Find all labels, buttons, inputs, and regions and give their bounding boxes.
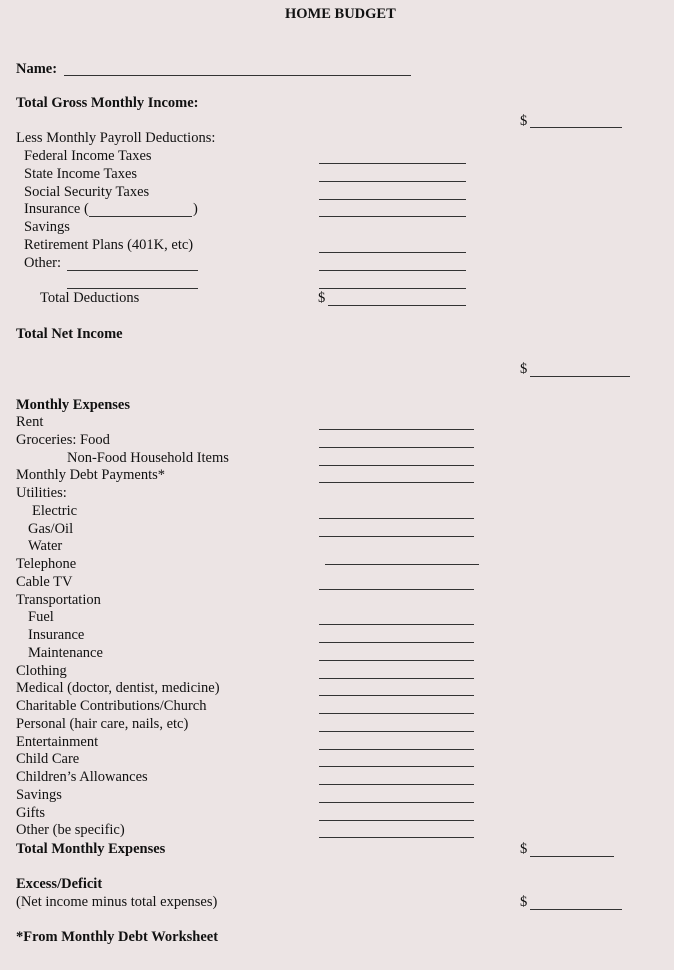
net-income-field[interactable]: [530, 376, 630, 377]
expense-amount-field[interactable]: [319, 678, 474, 679]
expense-amount-field[interactable]: [319, 536, 474, 537]
deduction-amount-field[interactable]: [319, 252, 466, 253]
deduction-label: Other:: [24, 254, 62, 271]
expense-amount-field[interactable]: [319, 695, 474, 696]
expense-amount-field[interactable]: [319, 784, 474, 785]
expense-label: Personal (hair care, nails, etc): [16, 715, 189, 732]
expense-label: Utilities:: [16, 485, 67, 501]
net-income-label: Total Net Income: [16, 326, 123, 342]
deduction-label: Federal Income Taxes: [24, 148, 152, 164]
expense-label: Groceries: Food: [16, 431, 110, 448]
deduction-label: Insurance (: [24, 201, 89, 218]
expense-amount-field[interactable]: [319, 624, 474, 625]
deduction-label: State Income Taxes: [24, 165, 138, 182]
expense-amount-field[interactable]: [319, 660, 474, 661]
expense-amount-field[interactable]: [319, 447, 474, 448]
expense-amount-field[interactable]: [319, 518, 474, 519]
excess-label: Excess/Deficit: [16, 876, 103, 892]
expense-label: Maintenance: [28, 644, 103, 661]
expense-label: Gas/Oil: [28, 520, 74, 537]
expense-amount-field[interactable]: [319, 713, 474, 714]
gross-income-label: Total Gross Monthly Income:: [16, 95, 199, 111]
expense-label: Transportation: [16, 591, 101, 608]
name-field[interactable]: [64, 75, 411, 76]
gross-income-dollar: $: [520, 113, 528, 129]
expense-label: Insurance: [28, 627, 85, 643]
footnote: *From Monthly Debt Worksheet: [16, 929, 219, 945]
expense-label: Child Care: [16, 751, 80, 768]
expense-amount-field[interactable]: [319, 482, 474, 483]
deduction-amount-field[interactable]: [319, 181, 466, 182]
deduction-amount-field[interactable]: [319, 216, 466, 217]
expense-amount-field[interactable]: [319, 802, 474, 803]
excess-dollar: $: [520, 894, 528, 910]
expense-label: Clothing: [16, 662, 67, 679]
insurance-close-paren: ): [193, 201, 198, 217]
expense-label: Monthly Debt Payments*: [16, 467, 166, 484]
deduction-amount-field[interactable]: [319, 163, 466, 164]
total-deductions-dollar: $: [318, 290, 326, 306]
deduction-label: Savings: [24, 219, 70, 236]
expense-label: Medical (doctor, dentist, medicine): [16, 680, 220, 697]
expense-amount-field[interactable]: [325, 564, 479, 565]
expense-label: Electric: [32, 502, 78, 519]
expense-label: Savings: [16, 786, 62, 803]
expense-label: Cable TV: [16, 573, 73, 590]
expense-amount-field[interactable]: [319, 589, 474, 590]
total-expenses-label: Total Monthly Expenses: [16, 841, 166, 857]
expense-amount-field[interactable]: [319, 642, 474, 643]
excess-note: (Net income minus total expenses): [16, 894, 218, 910]
name-label: Name:: [16, 61, 58, 77]
deductions-heading: Less Monthly Payroll Deductions:: [16, 130, 216, 146]
expense-label: Other (be specific): [16, 822, 125, 839]
deduction-label: Retirement Plans (401K, etc): [24, 237, 194, 253]
expense-label: Water: [28, 538, 63, 555]
expense-label: Charitable Contributions/Church: [16, 698, 207, 714]
excess-field[interactable]: [530, 909, 622, 910]
expense-amount-field[interactable]: [319, 731, 474, 732]
deduction-label: Social Security Taxes: [24, 183, 150, 200]
expense-label: Telephone: [16, 556, 77, 572]
expense-amount-field[interactable]: [319, 837, 474, 838]
expense-amount-field[interactable]: [319, 820, 474, 821]
page-title: HOME BUDGET: [285, 6, 396, 22]
gross-income-field[interactable]: [530, 127, 622, 128]
expense-label: Gifts: [16, 804, 45, 821]
expenses-heading: Monthly Expenses: [16, 397, 131, 413]
expense-label: Children’s Allowances: [16, 769, 148, 785]
expense-label: Rent: [16, 414, 44, 430]
expense-amount-field[interactable]: [319, 749, 474, 750]
net-income-dollar: $: [520, 361, 528, 377]
other-deduction-amount-field-2[interactable]: [319, 288, 466, 289]
total-expenses-field[interactable]: [530, 856, 614, 857]
other-deduction-name-field-2[interactable]: [67, 288, 198, 289]
deduction-amount-field[interactable]: [319, 270, 466, 271]
deduction-amount-field[interactable]: [319, 199, 466, 200]
expense-amount-field[interactable]: [319, 465, 474, 466]
expense-amount-field[interactable]: [319, 429, 474, 430]
expense-label: Non-Food Household Items: [67, 449, 229, 466]
total-expenses-dollar: $: [520, 841, 528, 857]
insurance-type-field[interactable]: [89, 216, 192, 217]
other-deduction-name-field[interactable]: [67, 270, 198, 271]
total-deductions-field[interactable]: [328, 305, 466, 306]
expense-amount-field[interactable]: [319, 766, 474, 767]
expense-label: Entertainment: [16, 733, 99, 750]
expense-label: Fuel: [28, 609, 54, 626]
total-deductions-label: Total Deductions: [40, 290, 140, 306]
